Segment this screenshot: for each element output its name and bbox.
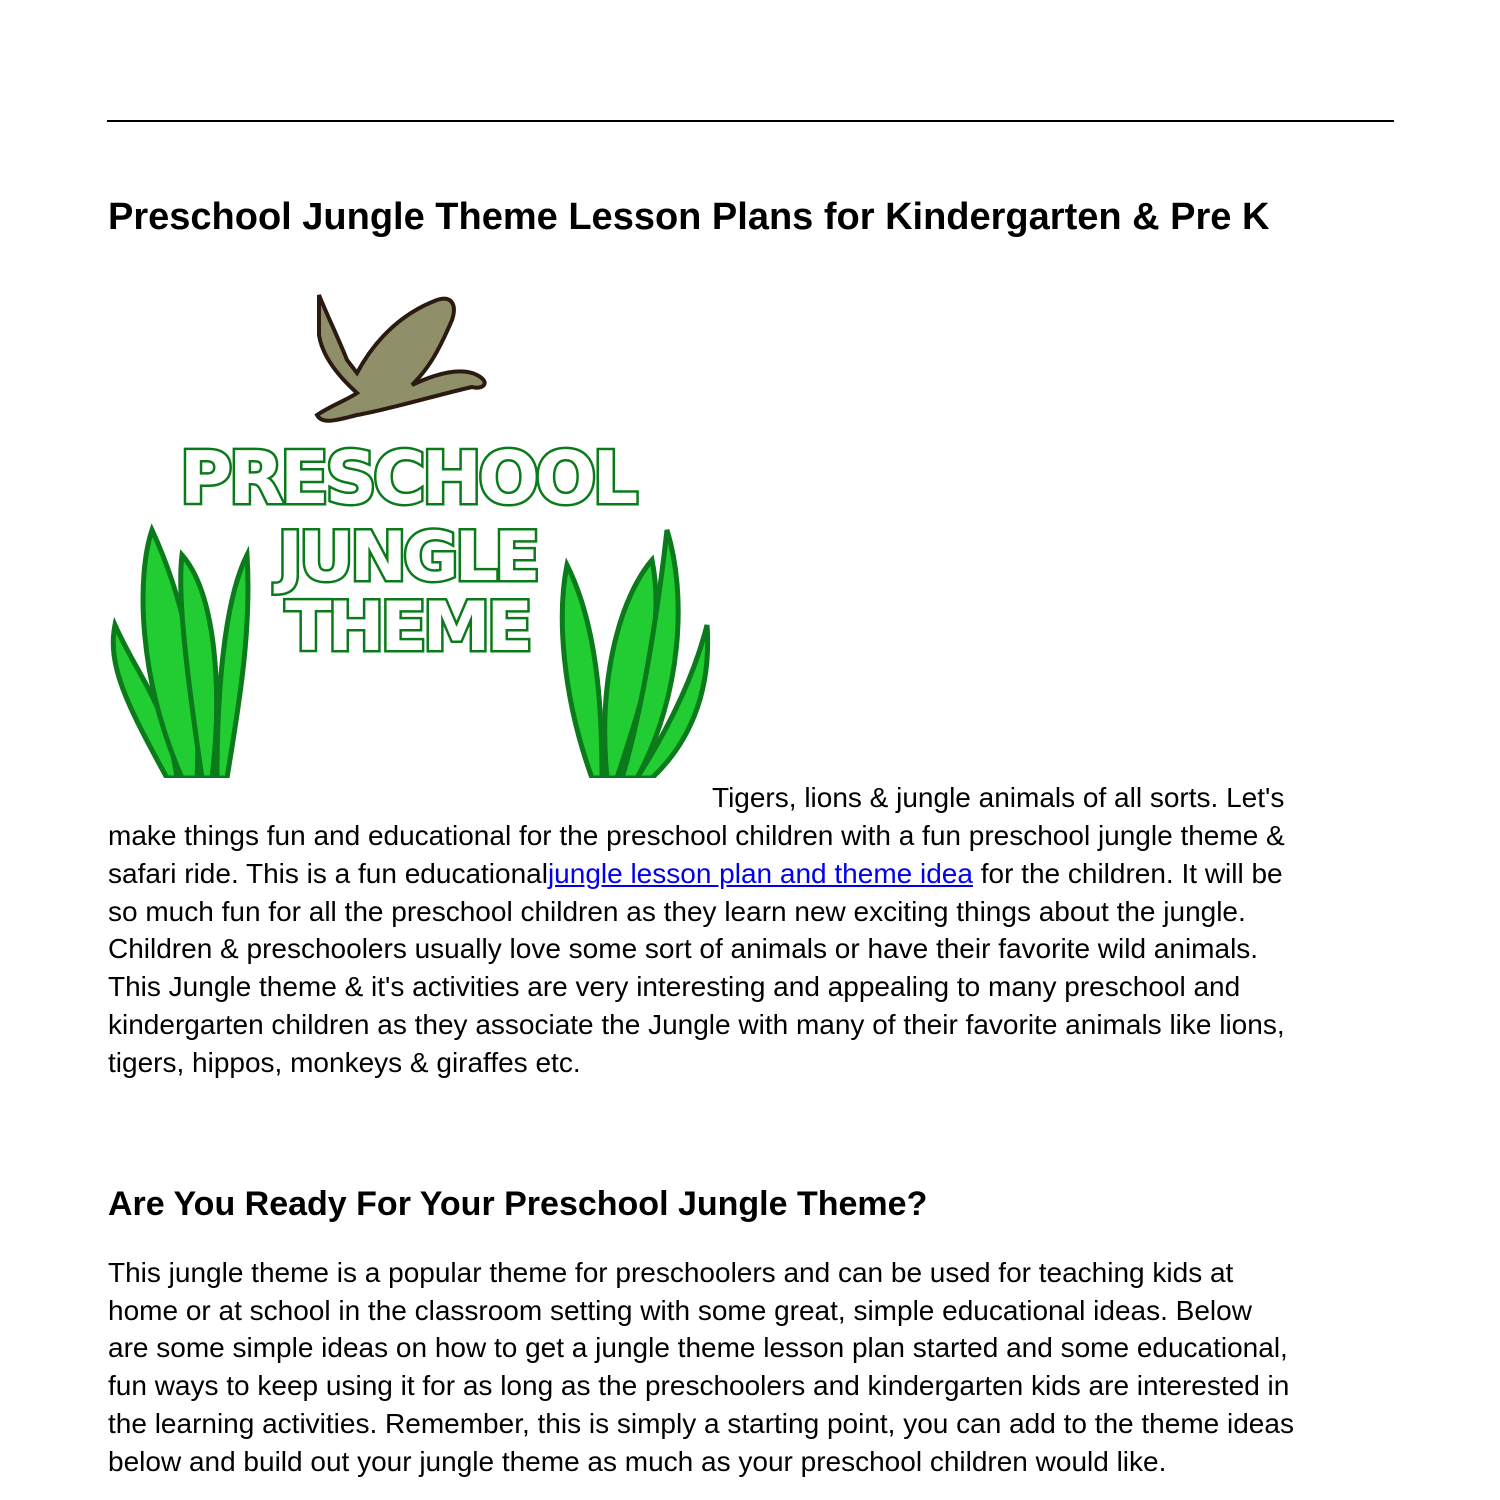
intro-line: tigers, hippos, monkeys & giraffes etc. xyxy=(108,1047,581,1078)
page-title: Preschool Jungle Theme Lesson Plans for Kindergarten & Pre K xyxy=(108,196,1270,238)
section-heading: Are You Ready For Your Preschool Jungle Theme? xyxy=(108,1185,928,1223)
intro-line xyxy=(108,855,1283,893)
intro-text: for the children. It will be xyxy=(972,858,1283,889)
body-line: home or at school in the classroom setting with some great, simple educational ideas. Below xyxy=(108,1295,1252,1326)
header-rule xyxy=(107,120,1394,122)
body-line: fun ways to keep using it for as long as the preschoolers and kindergarten kids are interested in xyxy=(108,1370,1290,1401)
body-line: are some simple ideas on how to get a jungle theme lesson plan started and some educational, xyxy=(108,1332,1288,1363)
svg-text:THEME: THEME xyxy=(285,588,529,667)
svg-text:JUNGLE: JUNGLE xyxy=(277,518,537,597)
body-line: the learning activities. Remember, this is simply a starting point, you can add to the theme ideas xyxy=(108,1408,1294,1439)
jungle-lesson-plan-link[interactable]: jungle lesson plan and theme idea xyxy=(547,858,973,889)
intro-line: so much fun for all the preschool children as they learn new exciting things about the jungle. xyxy=(108,896,1246,927)
body-line: This jungle theme is a popular theme for preschoolers and can be used for teaching kids at xyxy=(108,1257,1234,1288)
left-leaves-icon xyxy=(113,530,248,778)
intro-line: kindergarten children as they associate the Jungle with many of their favorite animals like lions, xyxy=(108,1009,1285,1040)
intro-text: safari ride. This is a fun educational xyxy=(108,858,548,889)
intro-line: Tigers, lions & jungle animals of all sorts. Let's xyxy=(712,782,1285,813)
intro-line: Children & preschoolers usually love some sort of animals or have their favorite wild animals. xyxy=(108,933,1259,964)
body-line: below and build out your jungle theme as much as your preschool children would like. xyxy=(108,1446,1167,1477)
preschool-jungle-theme-logo xyxy=(107,275,712,778)
svg-text:PRESCHOOL: PRESCHOOL xyxy=(179,436,635,520)
bird-icon xyxy=(317,295,485,421)
intro-line: This Jungle theme & it's activities are very interesting and appealing to many preschool and xyxy=(108,971,1241,1002)
right-leaves-icon xyxy=(562,530,707,778)
intro-line: make things fun and educational for the preschool children with a fun preschool jungle theme & xyxy=(108,820,1285,851)
